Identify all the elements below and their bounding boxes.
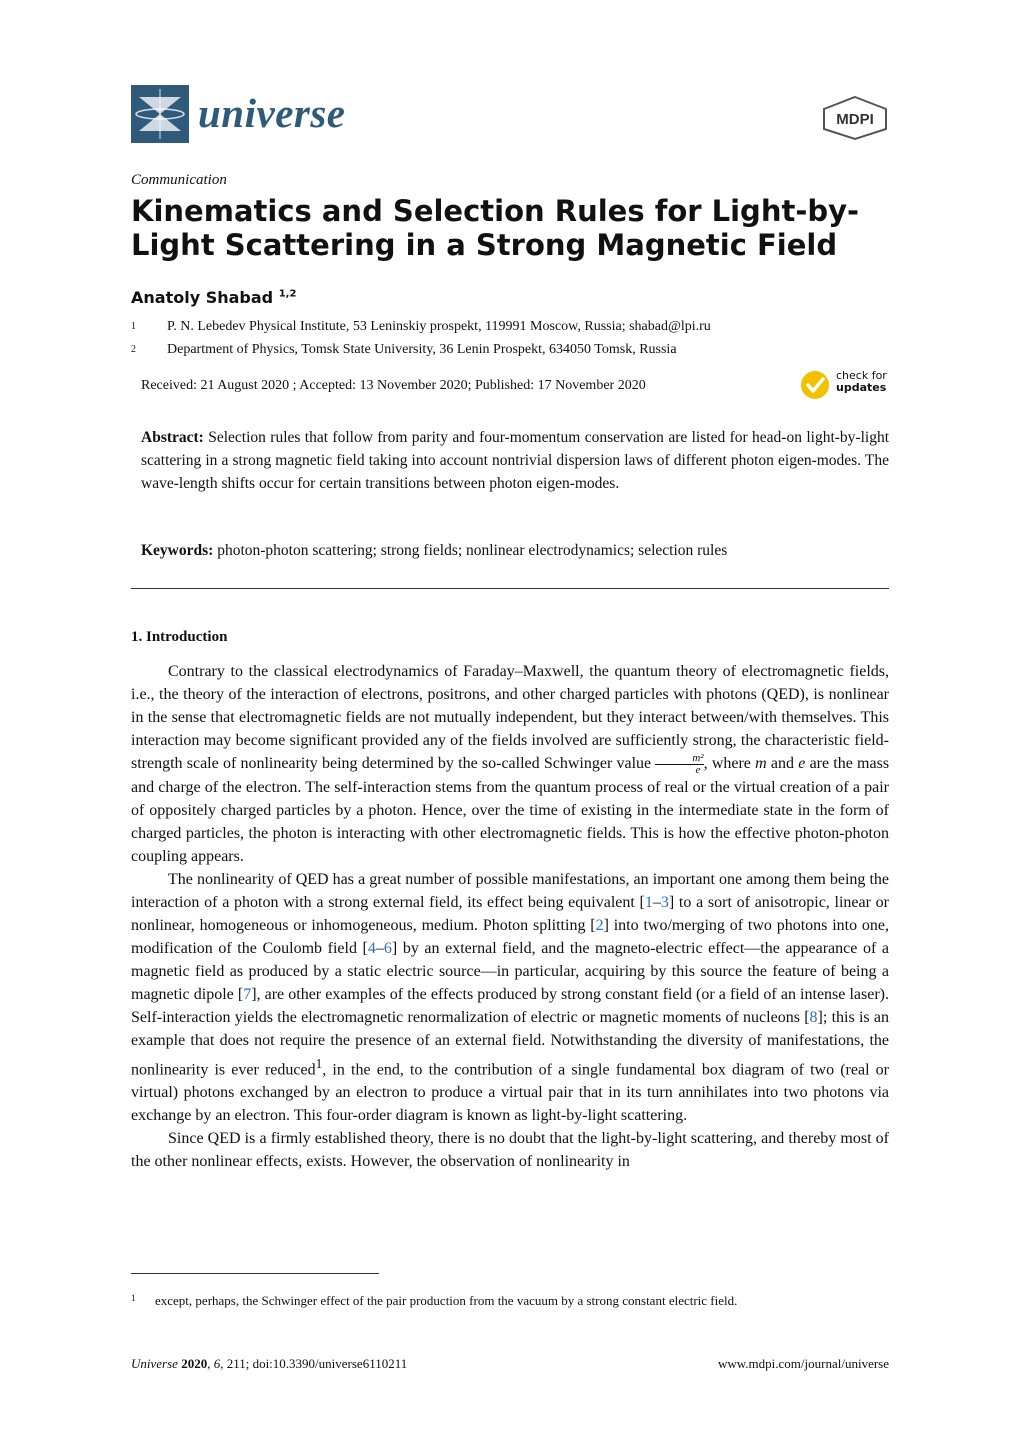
check-circle-icon — [800, 370, 830, 400]
abstract — [141, 426, 889, 495]
check-updates-label[interactable]: check for updates — [836, 369, 887, 394]
section-divider — [131, 588, 889, 589]
introduction-body — [131, 660, 889, 1173]
svg-text:MDPI: MDPI — [836, 111, 874, 128]
abstract-label: Abstract: — [141, 429, 204, 446]
citation-link-3[interactable]: 3 — [660, 893, 669, 911]
affiliation-1: 1 P. N. Lebedev Physical Institute, 53 Leninskiy prospekt, 119991 Moscow, Russia; shabad@lpi.ru — [131, 319, 711, 334]
footnote-1: 1 except, perhaps, the Schwinger effect of the pair production from the vacuum by a strong constant electric field. — [131, 1293, 738, 1308]
paragraph-3: Since QED is a firmly established theory, there is no doubt that the light-by-light scattering, and thereby most of the other nonlinear effects, exists. However, the observation of nonlinearity in — [131, 1130, 889, 1171]
author-affiliation-marks: 1,2 — [278, 288, 297, 300]
abstract-text: Selection rules that follow from parity and four-momentum conservation are listed for head-on light-by-light scattering in a strong magnetic field taking into account nontrivial dispersion laws of different photon eigen-modes. The wave-length shifts occur for certain transitions between photon eigen-modes. — [141, 429, 889, 492]
journal-name: universe — [198, 90, 346, 136]
footnote-mark[interactable]: 1 — [315, 1055, 323, 1071]
article-title: Kinematics and Selection Rules for Light-by-Light Scattering in a Strong Magnetic Field — [131, 194, 860, 262]
paragraph-1: Contrary to the classical electrodynamics of Faraday–Maxwell, the quantum theory of electromagnetic fields, i.e., the theory of the interaction of electrons, positrons, and other charged particles with photons (QED), is nonlinear in the sense that electromagnetic fields are not mutually independent, but they interact between/with themselves. This interaction may become significant provided any of the fields involved are sufficiently strong, the characteristic field-strength scale of nonlinearity being determined by the so-called Schwinger value $\frac{\text{m²}}{e}$ , where m and e are the mass and charge of the electron. The self-interaction stems from the quantum process of real or the virtual creation of a pair of oppositely charged particles by a photon. Hence, over the time of existing in the intermediate state in the form of charged particles, the photon is interacting with other electromagnetic fields. This is how the effective photon-photon coupling appears. — [131, 663, 890, 865]
citation-link-6[interactable]: 6 — [383, 939, 392, 957]
citation-link-8[interactable]: 8 — [809, 1008, 818, 1026]
journal-logo-icon — [131, 85, 189, 143]
citation-link-7[interactable]: 7 — [243, 985, 252, 1003]
mdpi-logo[interactable] — [820, 95, 890, 141]
affiliation-2: 2 Department of Physics, Tomsk State University, 36 Lenin Prospekt, 634050 Tomsk, Russia — [131, 342, 677, 357]
journal-url-link[interactable]: www.mdpi.com/journal/universe — [717, 1356, 889, 1371]
author-name[interactable]: Anatoly Shabad $^{1,2}$ — [131, 288, 297, 307]
keywords — [141, 539, 889, 562]
publication-dates: Received: 21 August 2020 ; Accepted: 13 November 2020; Published: 17 November 2020 — [141, 378, 646, 393]
keywords-text: photon-photon scattering; strong fields; nonlinear electrodynamics; selection rules — [217, 542, 728, 559]
citation-footer: Universe 2020, 6, 211; doi:10.3390/universe6110211 — [131, 1356, 408, 1371]
paragraph-2: The nonlinearity of QED has a great number of possible manifestations, an important one among them being the interaction of a photon with a strong external field, its effect being equivalent [1–3] to a sort of anisotropic, linear or nonlinear, homogeneous or inhomogeneous, medium. Photon splitting [2] into two/merging of two photons into one, modification of the Coulomb field [4–6] by an external field, and the magneto-electric effect—the appearance of a magnetic field as produced by a static electric source—in particular, acquiring by this source the feature of being a magnetic dipole [7], are other examples of the effects produced by strong constant field (or a field of an intense laser). Self-interaction yields the electromagnetic renormalization of electric or magnetic moments of nucleons [8]; this is an example that does not require the presence of an external field. Notwithstanding the diversity of manifestations, the nonlinearity is ever reduced$^1$, in the end, to the contribution of a single fundamental box diagram of two (real or virtual) photons exchanged by an electron to produce a virtual pair that in its turn annihilates into two photons via exchange by an electron. This four-order diagram is known as light-by-light scattering. — [131, 870, 890, 1125]
check-for-updates-badge[interactable] — [800, 370, 830, 405]
citation-link-2[interactable]: 2 — [595, 916, 604, 934]
section-heading: 1. Introduction — [131, 629, 228, 645]
citation-link-4[interactable]: 4 — [367, 939, 376, 957]
article-category: Communication — [131, 172, 227, 188]
schwinger-fraction: $\frac{\text{m²}}{e}$ — [655, 753, 703, 776]
footnote-divider — [131, 1273, 379, 1274]
keywords-label: Keywords: — [141, 542, 214, 559]
citation-link-1[interactable]: 1 — [644, 893, 653, 911]
